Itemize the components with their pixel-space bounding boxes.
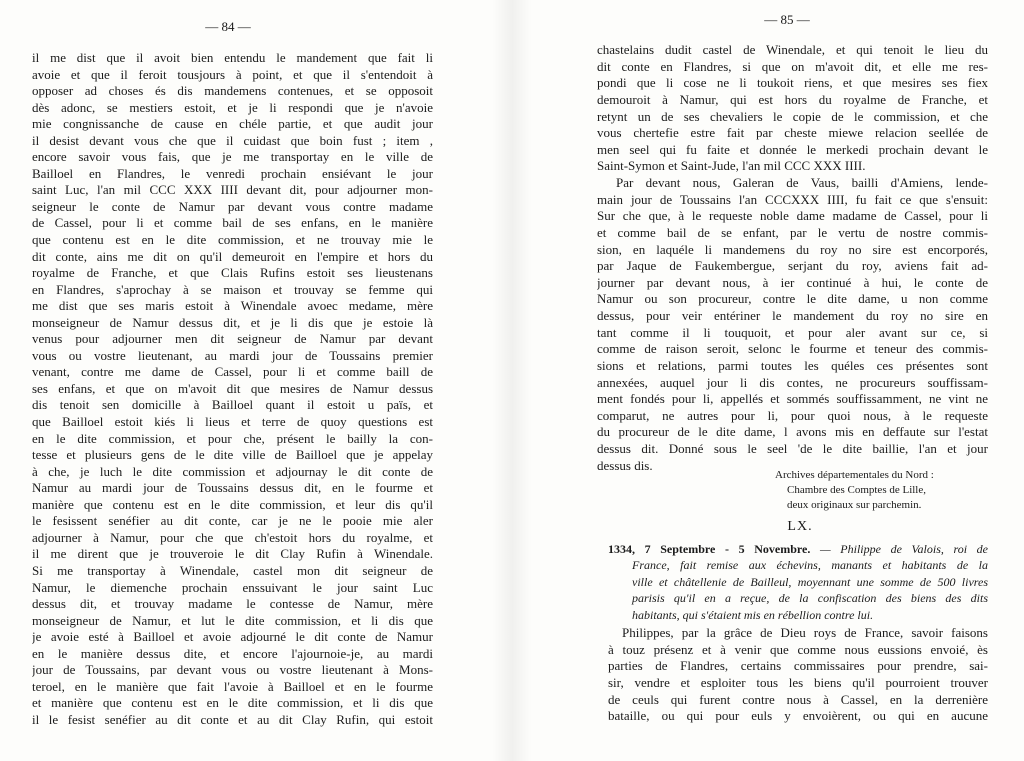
text-line: il me dist que il avoit bien entendu le mandement que fait li xyxy=(32,50,433,65)
text-line: dis tenoit sen domicille à Bailloel quant il estoit u païs, et xyxy=(32,397,433,413)
text-line: le fesissent senéfier au dit conte, car je ne le pooie mie aler xyxy=(32,513,433,529)
page-number: — 84 — xyxy=(205,19,251,34)
text-line: et manière que contenu est en le dite commission, et li dis que xyxy=(32,695,433,711)
text-line: par Jaque de Faukembergue, serjant du roy, aviens fait ad- xyxy=(597,258,988,274)
text-line: en le manière dessus dite, et encore l'ajournoie-je, au mardi xyxy=(32,645,433,661)
text-line: manière que contenu est en le dite commission, et leur dis qu'il xyxy=(32,496,433,512)
summary-line: habitants, qui s'étaient mis en rébellion contre lui. xyxy=(632,607,874,622)
text-line: Philippes, par la grâce de Dieu roys de France, savoir faisons xyxy=(622,625,988,640)
text-line: bataille, ou qui pour euls y envoièrent, ou qui en aucune xyxy=(608,708,988,724)
book-gutter xyxy=(492,0,532,761)
text-line: tesse et plusieurs gens de le dite ville de Bailloel que je appelay xyxy=(32,447,433,463)
text-line: sir, vendre et esploiter tous les biens qu'il pourroient trouver xyxy=(608,675,988,691)
text-line: teroel, en le manière que fait l'avoie à Bailloel et en le fourme xyxy=(32,678,433,694)
text-line: retynt un de ses chevaliers le copie de le commission, et che xyxy=(597,108,988,124)
text-line: que Bailloel estoit kiés li lieus et terre de quoy questions est xyxy=(32,414,433,430)
text-line: que contenu est en le dite commission, et ne trouvay mie le xyxy=(32,232,433,248)
text-line: monseigneur de Namur, et lut le dite commission, et li dis que xyxy=(32,612,433,628)
summary-title: — Philippe de Valois, roi de xyxy=(819,542,988,556)
text-line: Namur, le diemenche prochain enssuivant le jour saint Luc xyxy=(32,579,433,595)
text-line: dessus dit. Donné sous le seel 'de le dite baillie, l'an et jour xyxy=(597,441,988,456)
text-line: Sur che que, à le requeste noble dame madame de Cassel, pour li xyxy=(597,208,988,224)
text-line: comme de raison seroit, selonc le fourme et teneur des commis- xyxy=(597,341,988,357)
text-line: et comme bail de se enfant, par le vertu de nostre commis- xyxy=(597,224,988,240)
text-line: ses enfans, et que on m'avoit dit que mesires de Namur dessus xyxy=(32,380,433,396)
text-line: pondi que li cose ne li toukoit riens, et que mesires ses fiex xyxy=(597,75,988,91)
text-line: journer par devant nous, à ier continué à hui, le conte de xyxy=(597,274,988,290)
text-line: demouroit à Namur, qui est hors du royalme de Franche, et xyxy=(597,91,988,107)
text-line: annexées, auquel jour li dis contes, ne procureurs souffissam- xyxy=(597,374,988,390)
text-line: Namur ou son procureur, contre le dite dame, u non comme xyxy=(597,291,988,307)
text-line: il me dirent que je trouveroie le dit Clay Rufin à Winendale. xyxy=(32,546,433,562)
text-line: sion, en laquéle li mandemens du roy no sire est encorporés, xyxy=(597,241,988,257)
document-number: LX. xyxy=(787,519,813,534)
text-line: saint Luc, l'an mil CCC XXX IIII devant dit, pour adjourner mon- xyxy=(32,182,433,198)
text-line: seigneur le conte de Namur par devant vous contre madame xyxy=(32,198,433,214)
summary-line xyxy=(608,541,988,557)
charter-text xyxy=(608,625,988,725)
text-line: de ceuls qui furent contre nous à Cassel, en la derrenière xyxy=(608,691,988,707)
text-line: il desist devant vous che que il cuidast que boin fust ; item , xyxy=(32,132,433,148)
text-line: royalme de Franche, et que Clais Rufins estoit ses lieustenans xyxy=(32,265,433,281)
text-line: mie congnissanche de cause en chéle partie, et que audit jour xyxy=(32,116,433,132)
source-line: Chambre des Comptes de Lille, xyxy=(787,484,926,496)
summary-line: ville et châtellenie de Bailleul, moyennant une somme de 500 livres xyxy=(632,574,988,589)
text-line: Bailloel en Flandres, le venredi prochain ensiévant le jour xyxy=(32,165,433,181)
text-line: me dist que ses maris estoit à Winendale avoec medame, mère xyxy=(32,298,433,314)
document-summary xyxy=(608,541,988,623)
source-line: Archives départementales du Nord : xyxy=(775,469,934,481)
text-line: dit conte en Flandres, si que on m'avoit dit, et elle me res- xyxy=(597,58,988,74)
text-line: je avoie esté à Bailloel et avoie adjourné le dit conte de Namur xyxy=(32,629,433,645)
text-line: parties de Flandres, certains commissaires pour prendre, sai- xyxy=(608,658,988,674)
summary-date: 1334, 7 Septembre - 5 Novembre. xyxy=(608,542,811,556)
text-line: Namur au mardi jour de Toussains dessus dit, en le fourme et xyxy=(32,480,433,496)
text-line: dit conte, ains me dit on qu'il demeuroit en l'empire et hors du xyxy=(32,248,433,264)
text-line: dessus dit, et trouvay madame le contesse de Namur, mère xyxy=(32,596,433,612)
text-line: main jour de Toussains l'an CCCXXX IIII, fu fait ce que s'ensuit: xyxy=(597,191,988,207)
text-line: dessus, pour veir entériner le mandement du roy no sire en xyxy=(597,308,988,323)
text-line: en le dite commission, et pour che, présent le bailly la con- xyxy=(32,430,433,446)
page-number: — 85 — xyxy=(764,12,810,27)
summary-line: parisis qu'il en a reçue, de la confiscation des biens des dits xyxy=(632,591,988,606)
text-line: ment fondés pour li, appellés et sommés souffissamment, ne vint ne xyxy=(597,391,988,407)
text-line: Par devant nous, Galeran de Vaus, bailli d'Amiens, lende- xyxy=(616,175,988,190)
source-line: deux originaux sur parchemin. xyxy=(787,499,922,511)
text-line: vous chertefie estre fait par cheste miewe relacion seellée de xyxy=(597,125,988,141)
text-line: il le fesist senéfier au dit conte et au dit Clay Rufin, qui estoit xyxy=(32,711,433,727)
text-line: de Cassel, pour li et comme bail de ses enfans, en le manière xyxy=(32,215,433,231)
text-line: jour de Toussains, par devant vous ou vostre lieutenant à Mons- xyxy=(32,662,433,678)
text-line: venus pour adjourner men dit seigneur de Namur par devant xyxy=(32,331,433,347)
text-line: monseigneur de Namur dessus dit, et je li dis que je estoie là xyxy=(32,314,433,330)
text-line: encore savoir vous fais, que je me transportay en le ville de xyxy=(32,149,433,165)
text-line: en Flandres, s'aprochay à se maison et trouvay se femme qui xyxy=(32,281,433,297)
text-line: opposer ad choses és dis mandemens contenues, et se opposoit xyxy=(32,83,433,99)
left-page-text xyxy=(32,50,433,728)
text-line: avoie et que il feroit tousjours à point, et que il s'entendoit à xyxy=(32,66,433,82)
text-line: tant comme il li touquoit, et pour aler avant sur ce, si xyxy=(597,324,988,340)
text-line: chastelains dudit castel de Winendale, et qui tenoit le lieu du xyxy=(597,42,988,57)
text-line: Si me transportay à Winendale, castel mon dit seigneur de xyxy=(32,562,433,578)
text-line: sions et relations, parmi toutes les quéles ces présentes sont xyxy=(597,357,988,373)
text-line: à che, je luch le dite commission et adjournay le dit conte de xyxy=(32,463,433,479)
text-line: men seel qui fu faite et donnée le merkedi prochain devant le xyxy=(597,141,988,157)
text-line: à touz présenz et à venir que comme nous eussions envoié, ès xyxy=(608,641,988,657)
summary-line: France, fait remise aux échevins, manants et habitants de la xyxy=(632,558,988,573)
text-line: vous ou vostre lieutenant, au mardi jour de Toussains premier xyxy=(32,347,433,363)
archive-source-note xyxy=(775,468,975,513)
text-line: venant, contre me dame de Cassel, pour li et comme baill de xyxy=(32,364,433,380)
right-page-text xyxy=(597,42,988,474)
text-line: du procureur de le dite dame, l avons mis en deffaute sur l'estat xyxy=(597,424,988,440)
text-line: dessus dis. xyxy=(597,457,653,473)
text-line: Saint-Symon et Saint-Jude, l'an mil CCC XXX IIII. xyxy=(597,158,866,174)
text-line: dès adonc, se mestiers estoit, et je li respondi que je n'avoie xyxy=(32,99,433,115)
text-line: adjourner à Namur, pour che que ch'estoit hors du royalme, et xyxy=(32,529,433,545)
text-line: comparut, ne autres pour li, pour quoi nous, à le requeste xyxy=(597,407,988,423)
